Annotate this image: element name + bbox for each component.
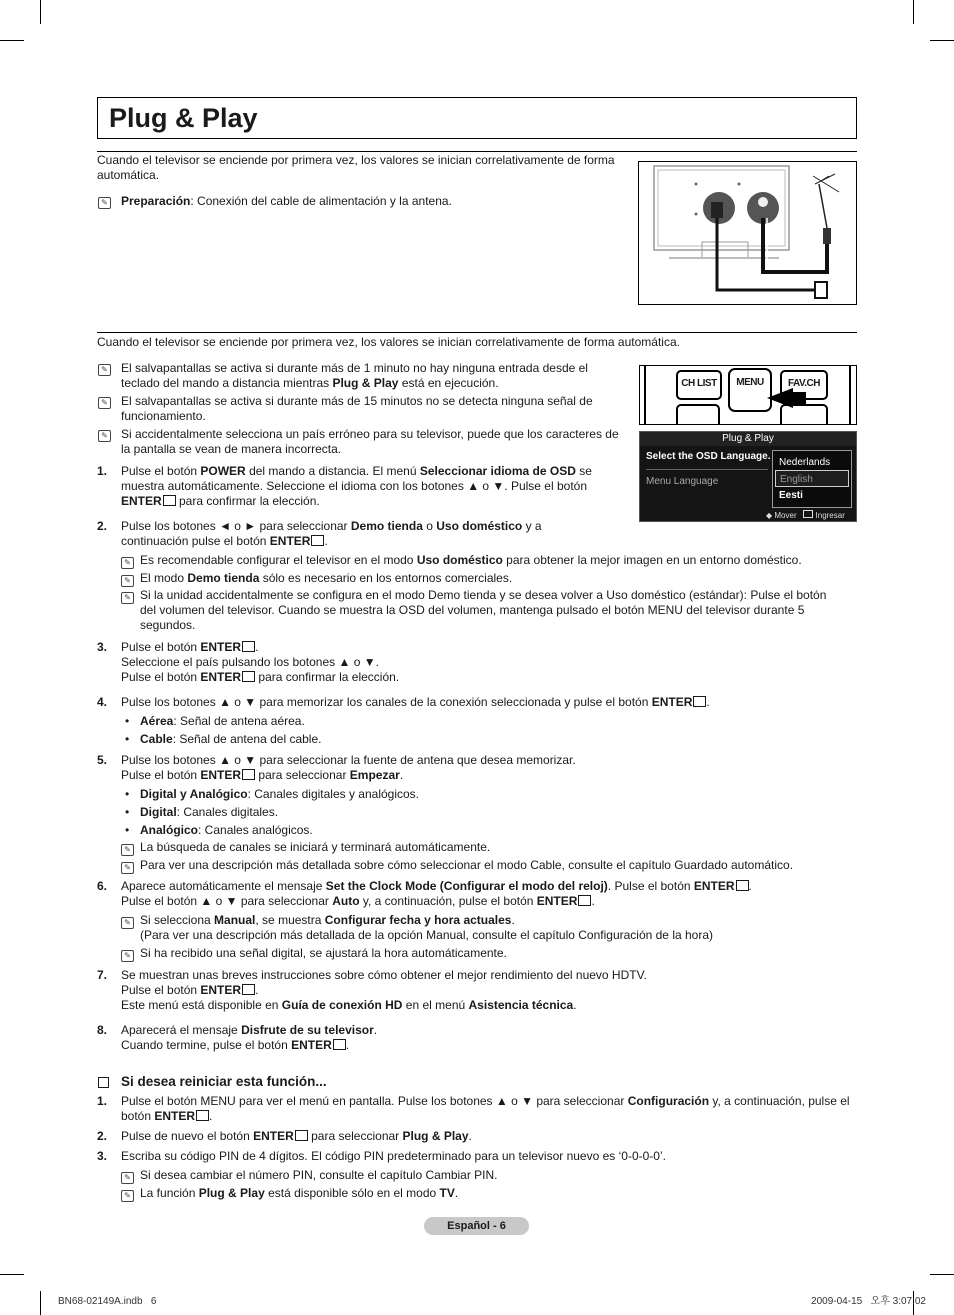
remote-illustration	[639, 365, 857, 425]
note-icon	[98, 364, 111, 376]
note-icon	[121, 950, 134, 962]
note-text: Si la unidad accidentalmente se configura en el modo Demo tienda y se desea volver a Uso doméstico (estándar): Pulse el botón del volumen del televisor. Cuando se muestra la OSD del volumen, mantenga pulsado el botón MENU del televisor durante 5 segundos.	[140, 588, 827, 632]
page-title: Plug & Play	[109, 103, 258, 133]
osd-divider	[646, 469, 768, 470]
crop-mark	[40, 0, 41, 24]
menu-button: MENU	[728, 368, 772, 412]
enter-icon	[333, 1039, 346, 1050]
note-icon	[121, 917, 134, 929]
bullet-text: Analógico: Canales analógicos.	[140, 823, 313, 837]
step-number: 1.	[97, 1094, 108, 1108]
file-info: BN68-02149A.indb 6	[58, 1296, 157, 1307]
note-text: Si accidentalmente selecciona un país erróneo para su televisor, puede que los caracteres de la pantalla se vean de manera incorrecta.	[121, 427, 619, 456]
bullet-dot: •	[125, 787, 130, 801]
osd-header: Plug & Play	[640, 432, 856, 446]
note-text: Si selecciona Manual, se muestra Configurar fecha y hora actuales. (Para ver una descripción más detallada de la opción Manual, consulte el capítulo Configuración de la hora)	[140, 913, 714, 942]
crop-mark	[0, 1274, 24, 1275]
step-7-text: Se muestran unas breves instrucciones sobre cómo obtener el mejor rendimiento del nuevo HDTV. Pulse el botón ENTER . Este menú está disponible en Guía de conexión HD en el menú Asistencia técnica.	[121, 968, 647, 1012]
crop-mark	[930, 1274, 954, 1275]
enter-icon	[311, 535, 324, 546]
osd-options	[772, 450, 852, 508]
bullet-dot: •	[125, 732, 130, 746]
step-number: 4.	[97, 695, 108, 709]
osd-nav-hint: ◆ Mover Ingresar	[766, 511, 845, 520]
note-text: El salvapantallas se activa si durante más de 1 minuto no hay ninguna entrada desde el teclado del mando a distancia mientras Plug & Play está en ejecución.	[121, 361, 588, 390]
remote-edge	[849, 366, 851, 424]
bullet-text: Aérea: Señal de antena aérea.	[140, 714, 305, 728]
reset-step-3: Escriba su código PIN de 4 dígitos. El código PIN predeterminado para un televisor nuevo es ‘0-0-0-0’.	[121, 1149, 666, 1163]
title-box	[97, 97, 857, 139]
osd-menu-label: Menu Language	[646, 476, 719, 487]
step-number: 2.	[97, 1129, 108, 1143]
step-number: 6.	[97, 879, 108, 893]
divider	[97, 151, 857, 152]
step-3-text: Pulse el botón ENTER . Seleccione el país pulsando los botones ▲ o ▼. Pulse el botón ENTER para confirmar la elección.	[121, 640, 400, 684]
fav-ch-button: FAV.CH	[780, 370, 828, 400]
divider	[97, 332, 857, 333]
step-8-text: Aparecerá el mensaje Disfrute de su televisor. Cuando termine, pulse el botón ENTER .	[121, 1023, 378, 1052]
bullet-text: Digital y Analógico: Canales digitales y analógicos.	[140, 787, 420, 801]
crop-mark	[913, 0, 914, 24]
crop-mark	[0, 40, 24, 41]
intro-text: Cuando el televisor se enciende por primera vez, los valores se inician correlativamente de forma automática.	[97, 153, 615, 182]
note-text: La búsqueda de canales se iniciará y terminará automáticamente.	[140, 840, 491, 854]
note-icon	[121, 1172, 134, 1184]
enter-icon	[736, 880, 749, 891]
remote-button	[676, 404, 720, 425]
checkbox-icon	[98, 1077, 109, 1088]
step-number: 7.	[97, 968, 108, 982]
enter-icon	[295, 1130, 308, 1141]
step-number: 2.	[97, 519, 108, 533]
reset-step-1: Pulse el botón MENU para ver el menú en pantalla. Pulse los botones ▲ o ▼ para seleccionar Configuración y, a continuación, pulse el botón ENTER .	[121, 1094, 850, 1123]
note-text: El modo Demo tienda sólo es necesario en los entornos comerciales.	[140, 571, 513, 585]
pointer-arrow-tail	[792, 392, 806, 404]
step-number: 5.	[97, 753, 108, 767]
enter-icon	[242, 671, 255, 682]
note-icon	[98, 430, 111, 442]
step-2-text: Pulse los botones ◄ o ► para seleccionar Demo tienda o Uso doméstico y a continuación pulse el botón ENTER .	[121, 519, 542, 548]
reset-step-2: Pulse de nuevo el botón ENTER para seleccionar Plug & Play.	[121, 1129, 472, 1143]
enter-icon	[242, 984, 255, 995]
enter-icon	[242, 769, 255, 780]
page-number-badge: Español - 6	[424, 1217, 529, 1235]
enter-icon	[196, 1110, 209, 1121]
step-number: 3.	[97, 1149, 108, 1163]
crop-mark	[40, 1291, 41, 1315]
remote-edge	[644, 366, 646, 424]
osd-option: Eesti	[779, 490, 803, 501]
note-icon	[121, 575, 134, 587]
crop-mark	[930, 40, 954, 41]
print-date: 2009-04-15 오후 3:07:02	[811, 1296, 926, 1307]
note-text: Para ver una descripción más detallada sobre cómo seleccionar el modo Cable, consulte el capítulo Guardado automático.	[140, 858, 794, 872]
step-4-text: Pulse los botones ▲ o ▼ para memorizar los canales de la conexión seleccionada y pulse el botón ENTER .	[121, 695, 710, 709]
bullet-dot: •	[125, 823, 130, 837]
enter-icon	[578, 895, 591, 906]
note-icon	[121, 1190, 134, 1202]
bullet-dot: •	[125, 805, 130, 819]
note-icon	[121, 592, 134, 604]
ch-list-button: CH LIST	[676, 370, 722, 400]
reset-heading: Si desea reiniciar esta función...	[121, 1074, 327, 1089]
note-text: Si desea cambiar el número PIN, consulte el capítulo Cambiar PIN.	[140, 1168, 498, 1182]
connection-diagram	[638, 161, 857, 305]
note-icon	[98, 397, 111, 409]
step-6-text: Aparece automáticamente el mensaje Set the Clock Mode (Configurar el modo del reloj). Pulse el botón ENTER . Pulse el botón ▲ o ▼ para seleccionar Auto y, a continuación, pulse el botón ENTER .	[121, 879, 752, 908]
note-text: El salvapantallas se activa si durante más de 15 minutos no se detecta ninguna señal de funcionamiento.	[121, 394, 593, 423]
bullet-text: Cable: Señal de antena del cable.	[140, 732, 322, 746]
intro2-text: Cuando el televisor se enciende por primera vez, los valores se inician correlativamente de forma automática.	[97, 335, 680, 349]
bullet-text: Digital: Canales digitales.	[140, 805, 279, 819]
enter-icon	[242, 641, 255, 652]
note-icon	[98, 197, 111, 209]
enter-icon	[163, 495, 176, 506]
enter-icon	[693, 696, 706, 707]
step-number: 3.	[97, 640, 108, 654]
osd-screen	[639, 431, 857, 522]
note-icon	[121, 862, 134, 874]
remote-button	[780, 404, 828, 425]
osd-option-selected: English	[775, 470, 849, 487]
note-text: Si ha recibido una señal digital, se ajustará la hora automáticamente.	[140, 946, 507, 960]
osd-option: Nederlands	[779, 457, 831, 468]
osd-prompt: Select the OSD Language.	[646, 451, 771, 462]
step-5-text: Pulse los botones ▲ o ▼ para seleccionar la fuente de antena que desea memorizar. Pulse el botón ENTER para seleccionar Empezar.	[121, 753, 576, 782]
note-text: Es recomendable configurar el televisor en el modo Uso doméstico para obtener la mejor imagen en un entorno doméstico.	[140, 553, 802, 567]
step-number: 8.	[97, 1023, 108, 1037]
step-number: 1.	[97, 464, 108, 478]
step-1-text: Pulse el botón POWER del mando a distancia. El menú Seleccionar idioma de OSD se muestra automáticamente. Seleccione el idioma con los botones ▲ o ▼. Pulse el botón ENTER para confirmar la elección.	[121, 464, 592, 508]
prep-note: Preparación: Conexión del cable de alimentación y la antena.	[121, 194, 452, 208]
note-icon	[121, 557, 134, 569]
bullet-dot: •	[125, 714, 130, 728]
note-icon	[121, 844, 134, 856]
note-text: La función Plug & Play está disponible sólo en el modo TV.	[140, 1186, 459, 1200]
